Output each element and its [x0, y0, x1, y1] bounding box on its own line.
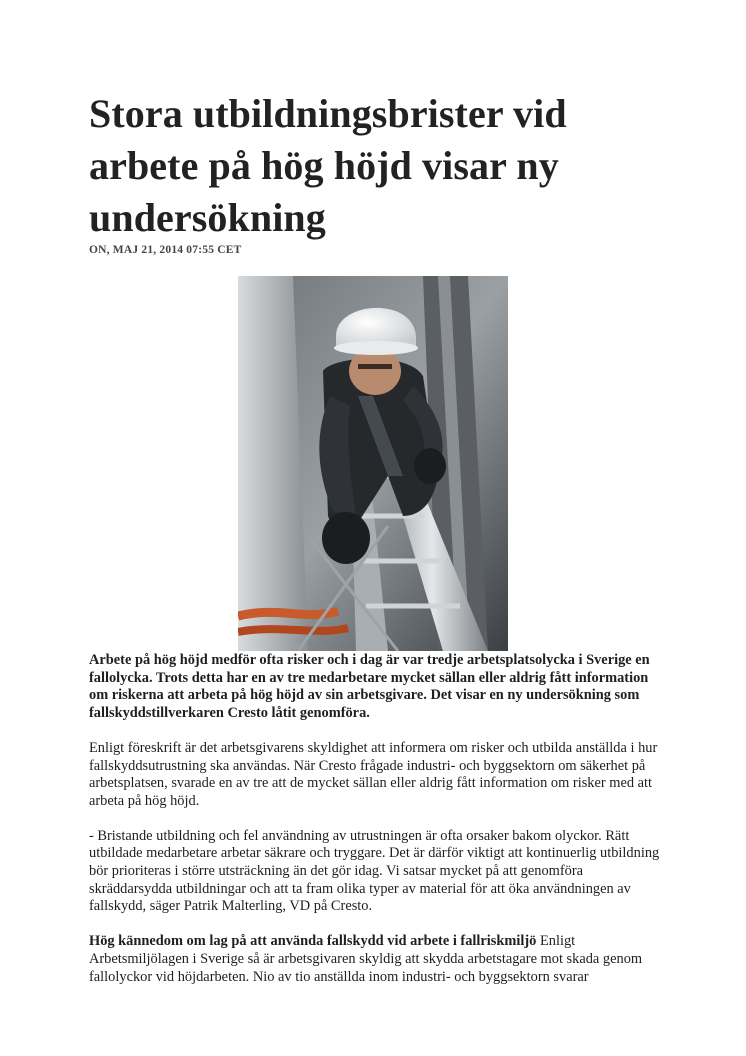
article-lead-paragraph: Arbete på hög höjd medför ofta risker och i dag är var tredje arbetsplatsolycka i Sverige en fallolycka. Trots detta har en av tre medarbetare mycket sällan eller aldrig fått information om riskerna att arbeta på hög höjd av sin arbetsgivare. Det visar en ny undersökning som fallskyddstillverkaren Cresto låtit genomföra.: [89, 652, 650, 722]
worker-climbing-ladder-image: [238, 276, 508, 651]
article-subhead: Hög kännedom om lag på att använda fallskydd vid arbete i fallriskmiljö: [89, 933, 537, 950]
article-title: Stora utbildningsbrister vid arbete på hög höjd visar ny undersökning: [89, 91, 567, 240]
article-paragraph: Enligt föreskrift är det arbetsgivarens skyldighet att informera om risker och utbilda anställda i hur fallskyddsutrustning ska användas. När Cresto frågade industri- och byggsektorn om säkerhet på arbetsplatsen, svarade en av tre att de mycket sällan eller aldrig fått information om risker med att arbeta på hög höjd.: [89, 739, 658, 809]
article-paragraph: - Bristande utbildning och fel användning av utrustningen är ofta orsaker bakom olyckor. Rätt utbildade medarbetare arbetar säkrare och tryggare. Det är därför viktigt att kontinuerlig utbildning bör prioriteras i större utsträckning än det gör idag. Vi satsar mycket på att genomföra skräddarsydda utbildningar och att ta fram olika typer av material för att öka användningen av fallskydd, säger Patrik Malterling, VD på Cresto.: [89, 827, 660, 915]
article-dateline: ON, MAJ 21, 2014 07:55 CET: [89, 244, 242, 256]
article-paragraph-text: Enligt Arbetsmiljölagen i Sverige så är arbetsgivaren skyldig att skydda arbetstagare mot skada genom fallolyckor vid höjdarbeten. Nio av tio anställda inom industri- och byggsektorn svarar: [89, 933, 643, 985]
article-body: [89, 652, 669, 1003]
article-paragraph: [89, 933, 669, 986]
article-photo: [238, 276, 508, 651]
